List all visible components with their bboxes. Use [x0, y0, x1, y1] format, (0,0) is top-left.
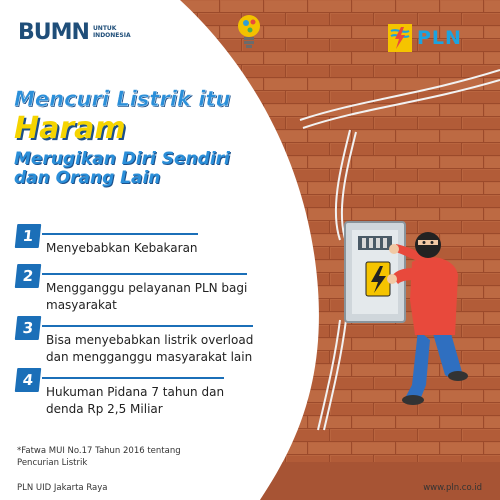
point-line1: Mengganggu pelayanan PLN bagi — [46, 281, 248, 295]
bumn-subtitle — [93, 26, 131, 39]
pln-wordmark: PLN — [417, 27, 462, 49]
point-line2: denda Rp 2,5 Miliar — [46, 402, 163, 417]
bumn-subtitle-line1: UNTUK — [92, 25, 117, 33]
point-text — [42, 377, 224, 419]
number-badge: 4 — [15, 368, 42, 392]
footnote-line1: *Fatwa MUI No.17 Tahun 2016 tentang — [17, 446, 181, 456]
electric-panel — [345, 222, 405, 322]
point-line1: Bisa menyebabkan listrik overload — [46, 333, 254, 347]
point-text — [42, 233, 198, 257]
point-line2: masyarakat — [46, 298, 117, 313]
lightbulb-icon — [233, 12, 265, 52]
point-line2: dan mengganggu masyarakat lain — [46, 350, 253, 365]
headline-line3: Merugikan Diri Sendiri — [14, 148, 230, 169]
footnote-line2: Pencurian Listrik — [17, 458, 88, 469]
bumn-subtitle-line2: INDONESIA — [92, 32, 131, 39]
pln-logo — [388, 24, 462, 52]
point-line1: Hukuman Pidana 7 tahun dan — [46, 385, 225, 399]
headline-haram: Haram — [14, 111, 126, 147]
number-badge: 2 — [15, 264, 42, 288]
footnote — [17, 445, 181, 470]
pln-lightning-icon — [388, 24, 412, 52]
bumn-wordmark: BUMN — [18, 20, 89, 45]
footer-unit-name: PLN UID Jakarta Raya — [17, 483, 108, 493]
headline-line4: dan Orang Lain — [14, 168, 161, 189]
footer-website-link[interactable]: www.pln.co.id — [423, 483, 482, 493]
headline-line1: Mencuri Listrik itu — [14, 87, 231, 111]
point-text — [42, 273, 247, 315]
brick-wall — [180, 0, 500, 500]
headline — [14, 88, 314, 189]
number-badge: 1 — [15, 224, 42, 248]
number-badge: 3 — [15, 316, 42, 340]
point-line1: Menyebabkan Kebakaran — [46, 241, 198, 255]
bumn-logo — [18, 22, 131, 44]
point-text — [42, 325, 253, 367]
high-voltage-warning-icon — [366, 262, 390, 296]
